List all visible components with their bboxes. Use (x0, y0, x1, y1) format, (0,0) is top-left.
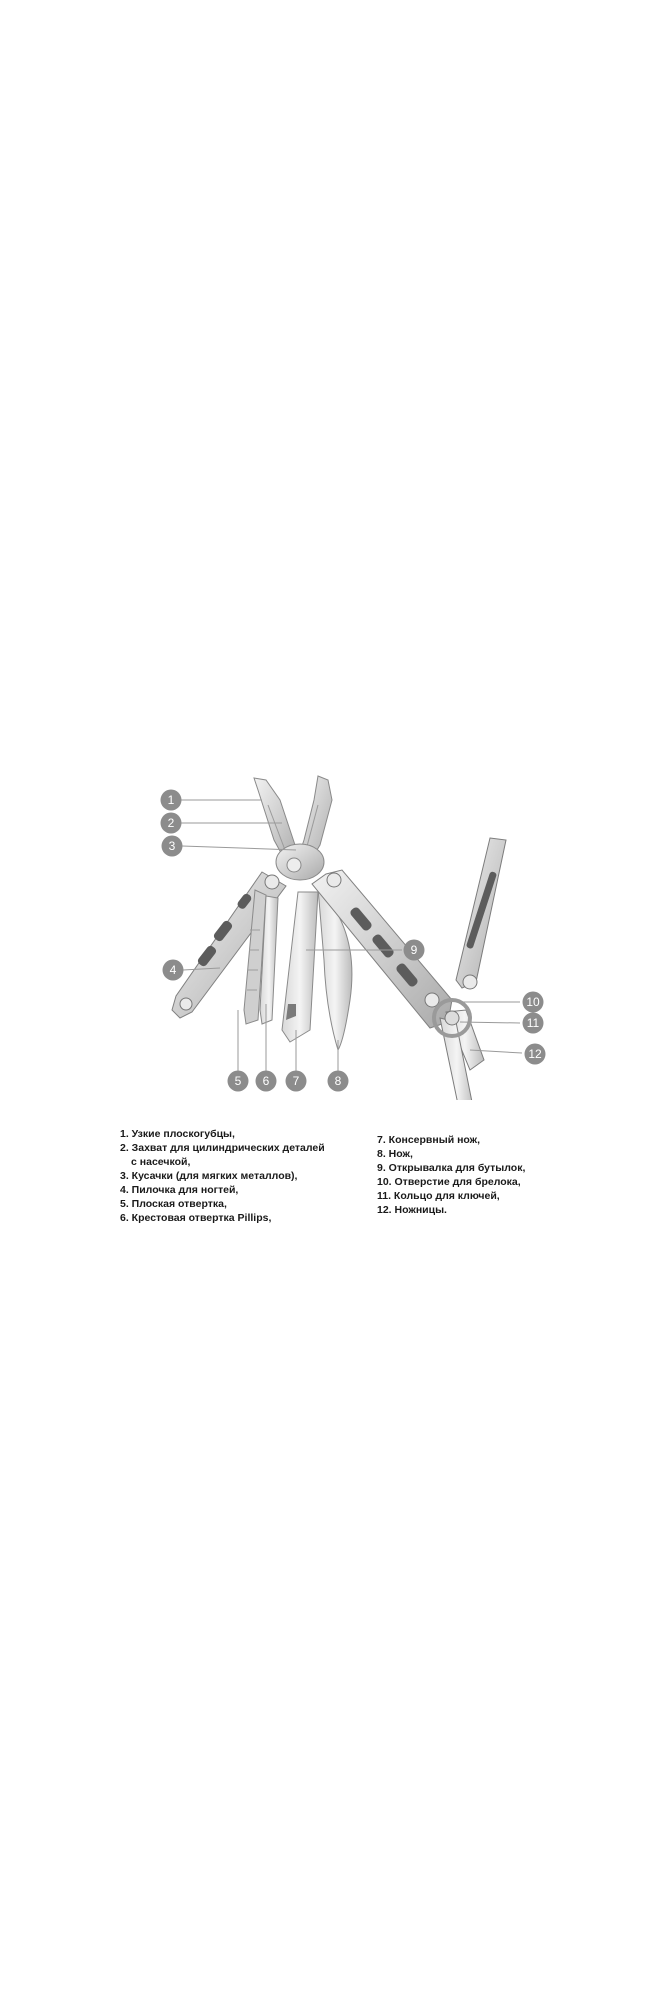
callout-7 (286, 1071, 307, 1092)
legend-item: 3. Кусачки (для мягких металлов), (120, 1170, 298, 1182)
legend-item: 9. Открывалка для бутылок, (377, 1162, 526, 1174)
callout-6 (256, 1071, 277, 1092)
legend-item: 10. Отверстие для брелока, (377, 1176, 521, 1188)
callout-8 (328, 1071, 349, 1092)
callout-number: 2 (167, 816, 175, 830)
callout-10 (523, 992, 544, 1013)
can-opener (282, 892, 318, 1042)
legend-left-column (120, 1127, 340, 1225)
callout-5 (228, 1071, 249, 1092)
callout-9 (404, 940, 425, 961)
legend-item: 5. Плоская отвертка, (120, 1198, 227, 1210)
legend-item: 7. Консервный нож, (377, 1134, 481, 1146)
callout-1 (161, 790, 182, 811)
legend-item: 2. Захват для цилиндрических деталей (120, 1142, 325, 1154)
callout-number: 7 (292, 1074, 300, 1088)
callout-number: 4 (169, 963, 177, 977)
callout-number: 10 (526, 995, 540, 1009)
callout-4 (163, 960, 184, 981)
scissors (440, 838, 506, 1100)
callout-number: 9 (410, 943, 418, 957)
callout-2 (161, 813, 182, 834)
callout-number: 5 (234, 1074, 242, 1088)
legend-item: 4. Пилочка для ногтей, (120, 1184, 239, 1196)
callout-number: 3 (168, 839, 176, 853)
callout-12 (525, 1044, 546, 1065)
legend-right-column (377, 1133, 577, 1217)
callout-number: 8 (334, 1074, 342, 1088)
legend-item: 8. Нож, (377, 1148, 413, 1160)
callout-11 (523, 1013, 544, 1034)
callout-number: 12 (528, 1047, 542, 1061)
callout-number: 11 (526, 1016, 540, 1030)
legend-item: 12. Ножницы. (377, 1204, 447, 1216)
legend-item-continuation: с насечкой, (131, 1156, 191, 1168)
legend-item: 11. Кольцо для ключей, (377, 1190, 500, 1202)
callout-number: 6 (262, 1074, 270, 1088)
legend-item: 6. Крестовая отвертка Pillips, (120, 1212, 272, 1224)
callout-3 (162, 836, 183, 857)
legend-item: 1. Узкие плоскогубцы, (120, 1128, 235, 1140)
callout-number: 1 (167, 793, 175, 807)
